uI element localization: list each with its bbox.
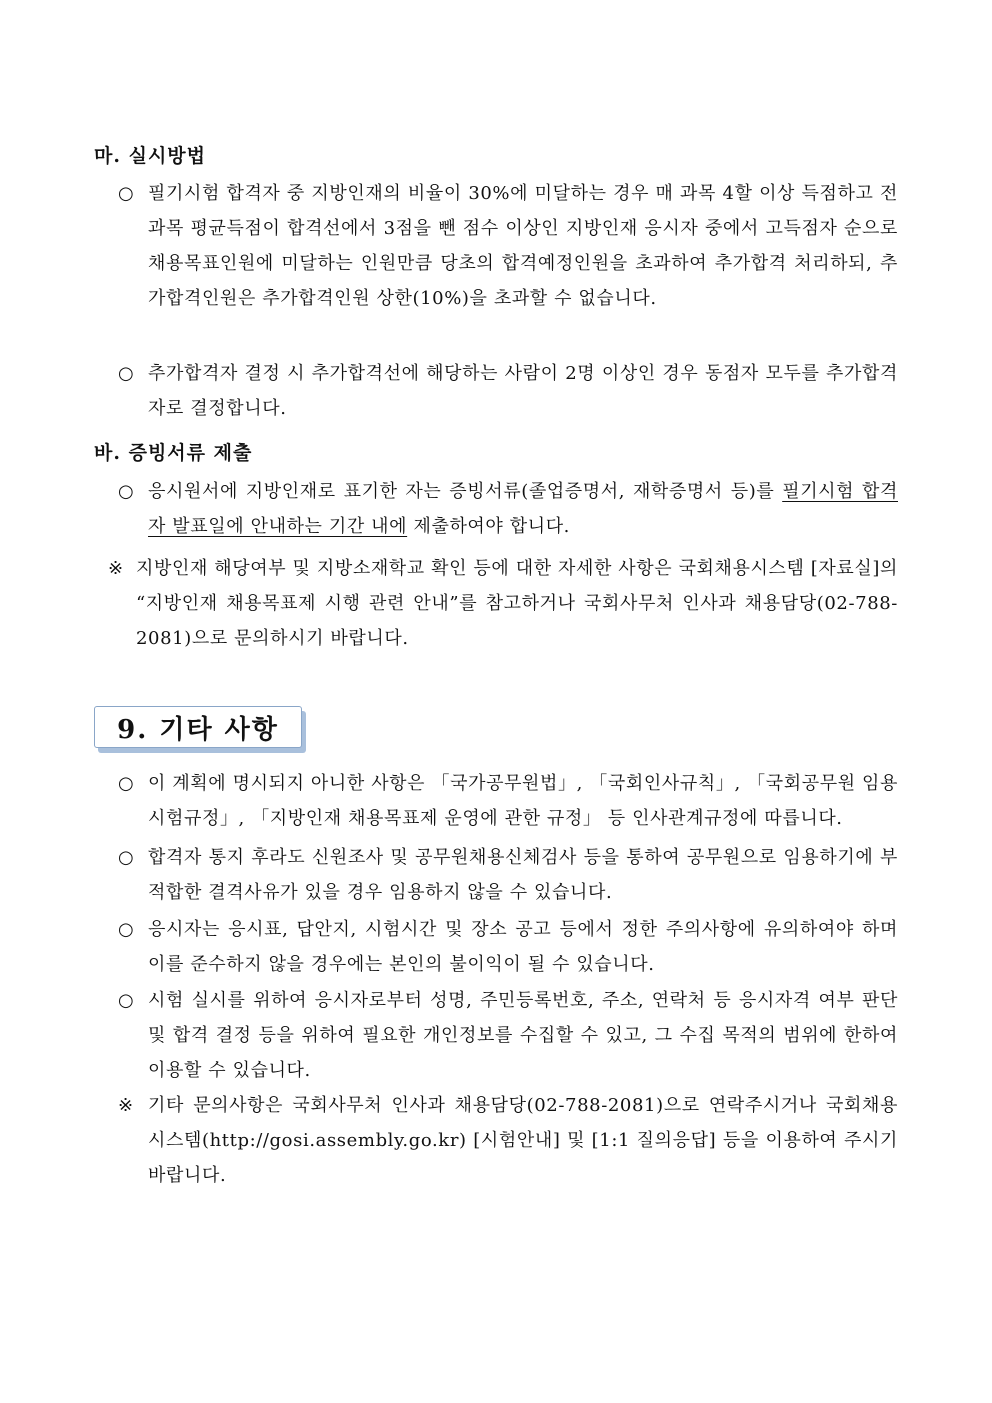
item-text: 합격자 통지 후라도 신원조사 및 공무원채용신체검사 등을 통하여 공무원으로 임용하기에 부적합한 결격사유가 있을 경우 임용하지 않을 수 있습니다.	[148, 847, 898, 903]
list-item	[118, 912, 898, 982]
section-title-box	[94, 706, 306, 753]
item-text-before: 응시원서에 지방인재로 표기한 자는 증빙서류(졸업증명서, 재학증명서 등)를	[148, 481, 783, 502]
item-text: 이 계획에 명시되지 아니한 사항은 「국가공무원법」, 「국회인사규칙」, 「국회공무원 임용시험규정」, 「지방인재 채용목표제 운영에 관한 규정」 등 인사관계규정에 따릅니다.	[148, 773, 898, 829]
note-text: 지방인재 해당여부 및 지방소재학교 확인 등에 대한 자세한 사항은 국회채용시스템 [자료실]의 “지방인재 채용목표제 시행 관련 안내”를 참고하거나 국회사무처 인사과 채용담당(02-788-2081)으로 문의하시기 바랍니다.	[136, 558, 899, 649]
reference-mark: ※	[108, 558, 124, 579]
note-text: 기타 문의사항은 국회사무처 인사과 채용담당(02-788-2081)으로 연락주시거나 국회채용시스템(http://gosi.assembly.go.kr) [시험안내] 및 [1:1 질의응답] 등을 이용하여 주시기 바랍니다.	[148, 1095, 898, 1186]
note-item	[118, 1088, 898, 1193]
section-heading-ma: 마. 실시방법	[94, 145, 206, 167]
bullet-mark: ○	[118, 990, 135, 1011]
item-text: 추가합격자 결정 시 추가합격선에 해당하는 사람이 2명 이상인 경우 동점자 모두를 추가합격자로 결정합니다.	[148, 363, 898, 419]
item-text	[148, 474, 898, 544]
bullet-mark: ○	[118, 847, 135, 868]
list-item	[118, 766, 898, 836]
section-heading-ba: 바. 증빙서류 제출	[94, 442, 253, 464]
item-text: 응시자는 응시표, 답안지, 시험시간 및 장소 공고 등에서 정한 주의사항에 유의하여야 하며 이를 준수하지 않을 경우에는 본인의 불이익이 될 수 있습니다.	[148, 919, 898, 975]
bullet-mark: ○	[118, 481, 135, 502]
bullet-mark: ○	[118, 773, 135, 794]
list-item	[118, 474, 898, 544]
item-text: 시험 실시를 위하여 응시자로부터 성명, 주민등록번호, 주소, 연락처 등 응시자격 여부 판단 및 합격 결정 등을 위하여 필요한 개인정보를 수집할 수 있고, 그 수집 목적의 범위에 한하여 이용할 수 있습니다.	[148, 990, 898, 1081]
note-item	[108, 551, 898, 656]
reference-mark: ※	[118, 1095, 134, 1116]
list-item	[118, 356, 898, 426]
list-item	[118, 840, 898, 910]
item-text-after: 제출하여야 합니다.	[407, 516, 571, 537]
list-item	[118, 176, 898, 316]
bullet-mark: ○	[118, 183, 135, 204]
underlined-deadline-text: 필기시험 합격자 발표일에 안내하는 기간 내에	[148, 481, 898, 537]
section-title: 9. 기타 사항	[94, 706, 302, 748]
list-item	[118, 983, 898, 1088]
item-text: 필기시험 합격자 중 지방인재의 비율이 30%에 미달하는 경우 매 과목 4할 이상 득점하고 전 과목 평균득점이 합격선에서 3점을 뺀 점수 이상인 지방인재 응시자 중에서 고득점자 순으로 채용목표인원에 미달하는 인원만큼 당초의 합격예정인원을 초과하여 추가합격 처리하되, 추가합격인원은 추가합격인원 상한(10%)을 초과할 수 없습니다.	[148, 183, 898, 309]
bullet-mark: ○	[118, 919, 135, 940]
bullet-mark: ○	[118, 363, 135, 384]
